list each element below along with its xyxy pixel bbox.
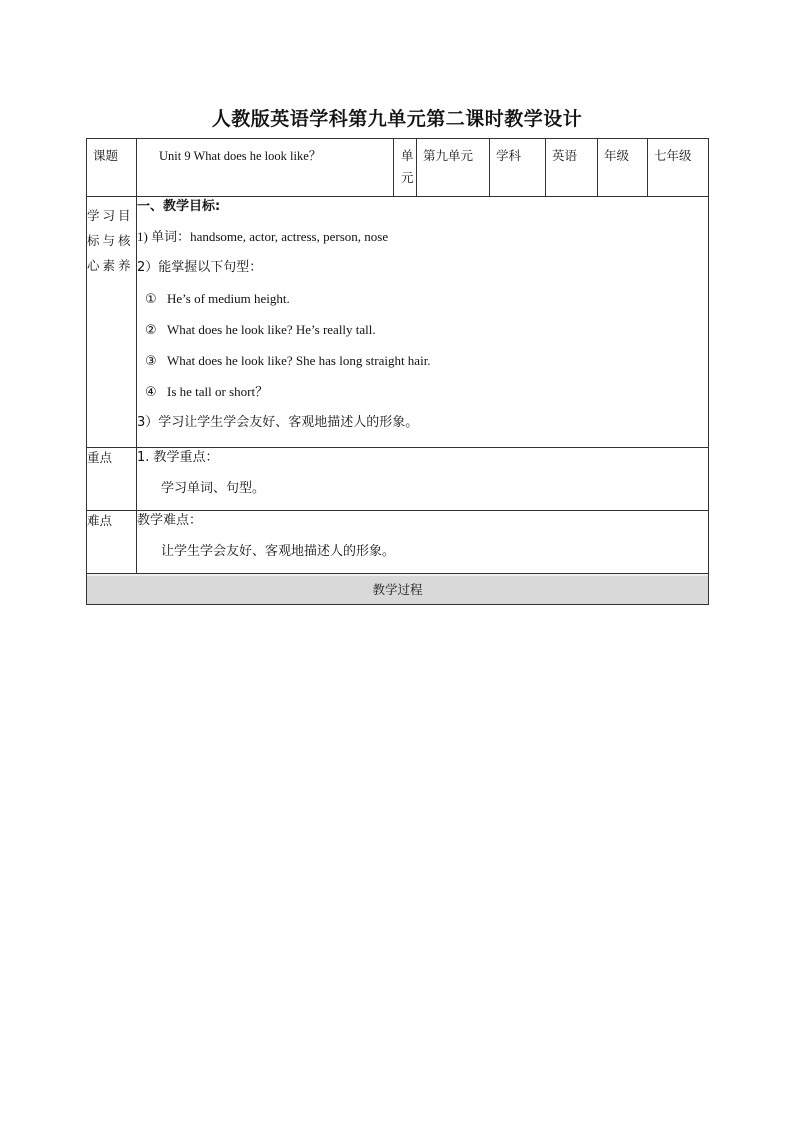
sentence-marker: ② [145, 323, 157, 338]
topic-label: 课题 [87, 139, 137, 197]
key-points-row [87, 448, 709, 511]
vocab-line: 1) 单词：handsome, actor, actress, person, nose [137, 229, 389, 244]
sentence-text: What does he look like? She has long straight hair. [167, 353, 431, 368]
sentence-marker: ③ [145, 354, 157, 369]
process-row [87, 574, 709, 605]
process-label: 教学过程 [87, 574, 708, 604]
sentences-intro: 2）能掌握以下句型： [137, 260, 263, 275]
sentence-text: Is he tall or short？ [167, 384, 269, 399]
sentence-marker: ④ [145, 385, 157, 400]
unit-label: 单元 [394, 139, 417, 197]
goal-line: 3）学习让学生学会友好、客观地描述人的形象。 [137, 415, 419, 430]
objectives-label: 学习目标与核心素养 [87, 197, 137, 448]
topic-value: Unit 9 What does he look like？ [137, 139, 394, 197]
process-header [87, 574, 709, 605]
key-points-line2: 学习单词、句型。 [161, 481, 266, 496]
lesson-plan-table [86, 138, 709, 605]
objectives-heading: 一、教学目标: [137, 199, 221, 214]
difficulties-line1: 教学难点： [137, 513, 203, 528]
difficulties-content [137, 511, 709, 574]
subject-value: 英语 [546, 139, 598, 197]
sentence-item [137, 382, 708, 413]
subject-label: 学科 [490, 139, 546, 197]
unit-value: 第九单元 [417, 139, 490, 197]
header-row [87, 139, 709, 197]
difficulties-label: 难点 [87, 511, 137, 574]
objectives-row [87, 197, 709, 448]
sentence-text: He’s of medium height. [167, 291, 290, 306]
key-points-content [137, 448, 709, 511]
sentence-item [137, 320, 708, 351]
sentence-item [137, 289, 708, 320]
grade-label: 年级 [598, 139, 648, 197]
grade-value: 七年级 [648, 139, 709, 197]
key-points-label: 重点 [87, 448, 137, 511]
document-title: 人教版英语学科第九单元第二课时教学设计 [211, 108, 583, 130]
key-points-line1: 1. 教学重点： [137, 450, 219, 465]
sentence-item [137, 351, 708, 382]
difficulties-row [87, 511, 709, 574]
sentence-text: What does he look like? He’s really tall. [167, 322, 376, 337]
sentence-marker: ① [145, 292, 157, 307]
objectives-content [137, 197, 709, 448]
difficulties-line2: 让学生学会友好、客观地描述人的形象。 [161, 544, 396, 559]
